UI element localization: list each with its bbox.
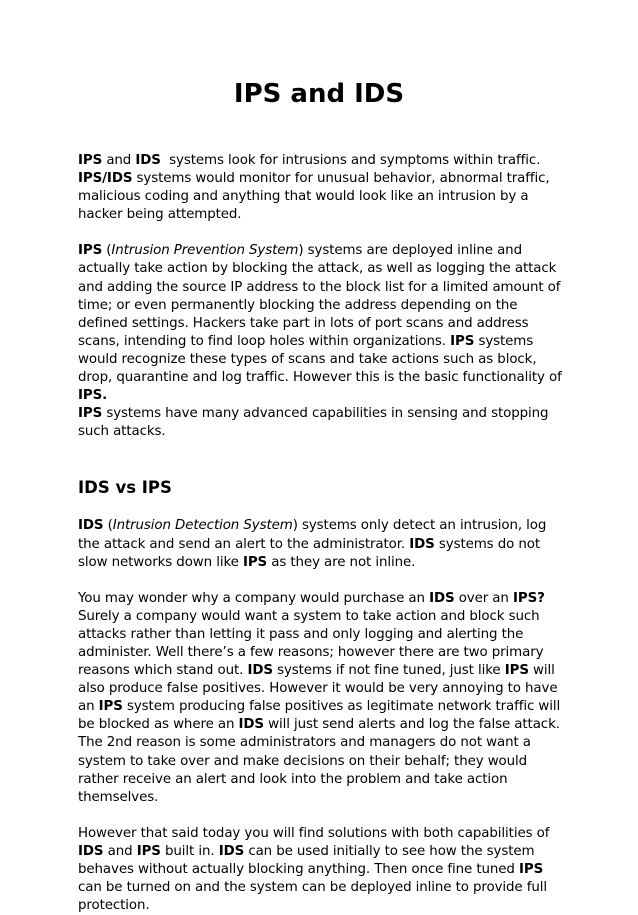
text-run: (: [103, 518, 113, 534]
text-run: system producing false positives as legitimate network traffic will be blocked as where an: [78, 699, 561, 733]
paragraph-intro: [78, 152, 566, 224]
text-run: Surely a company would want a system to take action and block such attacks rather than letting it pass and only logging and alerting the administer. Well there’s a few reasons; however there are two primary reasons which stand out.: [78, 608, 544, 679]
term-ids: IDS: [135, 153, 161, 168]
term-ips: IPS: [504, 663, 529, 679]
paragraph-ids-definition: [78, 517, 566, 571]
text-run: systems if not fine tuned, just like: [277, 663, 501, 679]
term-ips: IPS: [98, 699, 123, 715]
term-ips-ids: IPS/IDS: [78, 171, 133, 187]
term-ids: IDS: [409, 536, 435, 552]
term-ips: IPS: [78, 153, 103, 168]
paragraph-ips-definition: [78, 242, 566, 441]
text-run: can be used initially to see how the system behaves without actually blocking anything. Then once fine tuned: [78, 843, 535, 877]
spacer: [78, 459, 566, 477]
text-run: and: [106, 153, 132, 168]
term-ips: IPS: [518, 862, 544, 877]
text-run: However that said today you will find solutions with both capabilities of: [78, 825, 550, 841]
text-run: and: [107, 843, 133, 859]
spacer: [78, 572, 566, 590]
term-ips: IPS: [78, 243, 103, 259]
ips-full-name: Intrusion Prevention System: [111, 243, 299, 259]
text-run: systems would recognize these types of scans and take actions such as block, drop, quarantine and log traffic. However this is the basic functionality of: [78, 333, 562, 386]
text-run: (: [102, 243, 112, 259]
text-run: systems do not slow networks down like: [78, 536, 540, 570]
text-run: systems look for intrusions and symptoms within traffic.: [169, 153, 541, 168]
term-ips: IPS: [136, 843, 161, 859]
ids-full-name: Intrusion Detection System: [112, 518, 293, 534]
term-ids: IDS: [247, 663, 273, 679]
term-ids: IDS: [78, 843, 104, 859]
term-ips: IPS: [242, 554, 268, 570]
term-ips: IPS: [450, 333, 475, 349]
spacer: [78, 441, 566, 459]
paragraph-conclusion: [78, 825, 566, 915]
term-ids: IDS: [238, 717, 264, 733]
text-run: ) systems only detect an intrusion, log the attack and send an alert to the administrator.: [78, 518, 547, 552]
document-body: [78, 152, 566, 915]
text-run: built in.: [165, 843, 215, 859]
text-run: systems have many advanced capabilities in sensing and stopping such attacks.: [78, 406, 549, 440]
term-ids: IDS: [429, 590, 455, 606]
text-run: will also produce false positives. However it would be very annoying to have an: [78, 663, 558, 715]
paragraph-comparison: [78, 590, 566, 807]
spacer: [78, 224, 566, 242]
term-ids: IDS: [218, 843, 245, 859]
spacer: [78, 499, 566, 517]
page-title: IPS and IDS: [233, 79, 405, 109]
term-ips-period: IPS.: [78, 388, 108, 404]
spacer: [78, 807, 566, 825]
section-heading: IDS vs IPS: [78, 478, 172, 498]
term-ids: IDS: [78, 518, 104, 534]
term-ips: IPS: [78, 406, 103, 422]
term-ips-question: IPS?: [512, 590, 545, 606]
text-run: systems would monitor for unusual behavior, abnormal traffic, malicious coding and anything that would look like an intrusion by a hacker being attempted.: [78, 171, 550, 223]
text-run: over an: [458, 590, 509, 606]
text-run: You may wonder why a company would purchase an: [78, 590, 425, 606]
text-run: ) systems are deployed inline and actually take action by blocking the attack, as well as logging the attack and adding the source IP address to the block list for a limited amount of time; or even permanently blocking the address depending on the defined settings. Hackers take part in lots of port scans and address scans, intending to find loop holes within organizations.: [78, 243, 561, 349]
text-run: will just send alerts and log the false attack. The 2nd reason is some administrators and managers do not want a system to take over and make decisions on their behalf; they would rather receive an alert and look into the problem and take action themselves.: [78, 717, 560, 805]
text-run: as they are not inline.: [271, 554, 416, 570]
text-run: can be turned on and the system can be deployed inline to provide full protection.: [78, 880, 547, 914]
